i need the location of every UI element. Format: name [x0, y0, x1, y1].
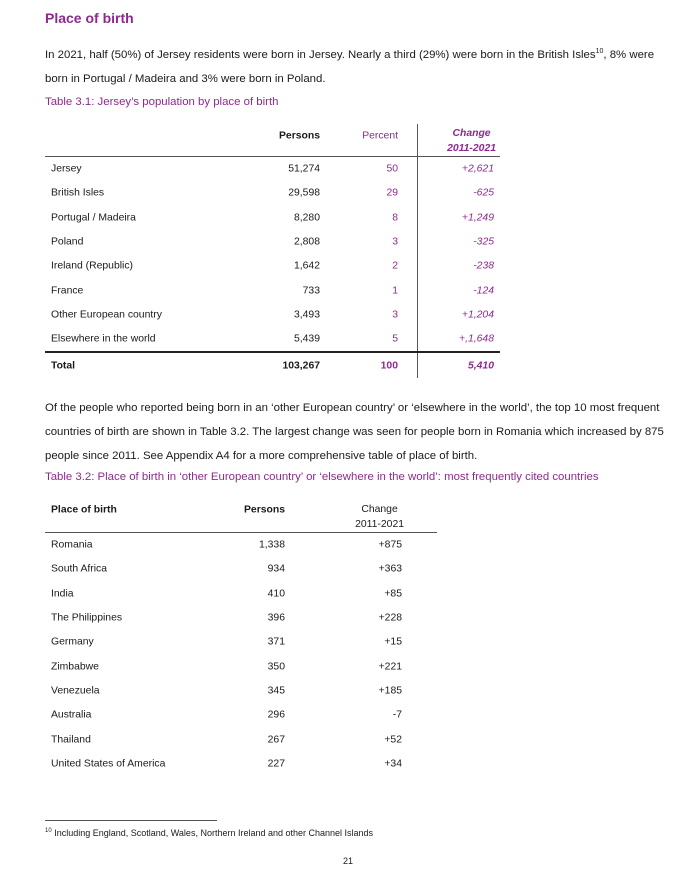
header-change-line2: 2011-2021 — [447, 143, 496, 154]
table-row — [45, 278, 500, 302]
cell-percent: 5 — [392, 333, 398, 345]
footnote — [45, 828, 373, 838]
cell-persons: 29,598 — [288, 187, 320, 199]
cell-change: +34 — [384, 758, 402, 770]
cell-name: Thailand — [51, 734, 91, 746]
cell-change: +228 — [378, 612, 402, 624]
cell-persons: 410 — [267, 588, 285, 600]
table-row — [45, 582, 437, 606]
header-persons: Persons — [243, 504, 285, 516]
footnote-text: Including England, Scotland, Wales, Northern Ireland and other Channel Islands — [51, 828, 374, 838]
cell-persons: 733 — [302, 285, 320, 297]
cell-persons: 934 — [267, 563, 285, 575]
header-change — [447, 126, 496, 156]
table-row — [45, 752, 437, 776]
cell-percent: 8 — [392, 212, 398, 224]
table1-caption: Table 3.1: Jersey’s population by place of birth — [45, 96, 279, 108]
header-change-line1: Change — [361, 504, 398, 515]
cell-change: +,1,648 — [459, 333, 494, 345]
cell-persons: 396 — [267, 612, 285, 624]
cell-percent: 3 — [392, 236, 398, 248]
cell-name: India — [51, 588, 74, 600]
total-percent: 100 — [380, 360, 398, 372]
cell-name: Romania — [51, 539, 93, 551]
cell-persons: 296 — [267, 709, 285, 721]
cell-change: -325 — [473, 236, 494, 248]
cell-name: Poland — [51, 236, 84, 248]
cell-change: +1,249 — [461, 212, 494, 224]
cell-name: South Africa — [51, 563, 108, 575]
table-place-of-birth — [45, 124, 500, 379]
header-percent: Percent — [362, 130, 398, 142]
header-change — [355, 502, 404, 532]
cell-change: +875 — [378, 539, 402, 551]
table-row — [45, 533, 437, 557]
table-row — [45, 230, 500, 254]
section-heading: Place of birth — [45, 10, 134, 26]
cell-change: +85 — [384, 588, 402, 600]
second-paragraph: Of the people who reported being born in an ‘other European country’ or ‘elsewhere in the world’, the top 10 most frequent countries of birth are shown in Table 3.2. The largest change was seen for people born in Romania which increased by 875 people since 2011. See Appendix A4 for a more comprehensive table of place of birth. — [45, 402, 664, 462]
table-row — [45, 679, 437, 703]
cell-change: +1,204 — [461, 309, 494, 321]
table-row — [45, 327, 500, 351]
cell-change: +363 — [378, 563, 402, 575]
cell-persons: 350 — [267, 661, 285, 673]
cell-persons: 51,274 — [288, 163, 320, 175]
cell-name: British Isles — [51, 187, 105, 199]
footnote-divider — [45, 820, 217, 821]
cell-persons: 371 — [267, 636, 285, 648]
cell-persons: 227 — [267, 758, 285, 770]
cell-change: -7 — [392, 709, 402, 721]
table-header-row — [45, 124, 500, 157]
cell-name: United States of America — [51, 758, 166, 770]
cell-persons: 345 — [267, 685, 285, 697]
header-place-of-birth: Place of birth — [51, 504, 117, 516]
cell-persons: 1,642 — [293, 260, 320, 272]
total-change: 5,410 — [467, 360, 494, 372]
cell-name: Zimbabwe — [51, 661, 99, 673]
cell-name: Venezuela — [51, 685, 100, 697]
cell-change: +2,621 — [461, 163, 494, 175]
cell-name: France — [51, 285, 84, 297]
table-row — [45, 254, 500, 278]
table-top-countries — [45, 500, 437, 776]
footnote-marker: 10 — [45, 828, 52, 834]
cell-percent: 29 — [386, 187, 398, 199]
footnote-reference[interactable]: 10 — [595, 48, 604, 55]
cell-change: -238 — [473, 260, 494, 272]
cell-name: Australia — [51, 709, 92, 721]
table2-caption: Table 3.2: Place of birth in ‘other European country’ or ‘elsewhere in the world’: most frequently cited countries — [45, 471, 599, 483]
total-label: Total — [51, 360, 76, 372]
cell-name: The Philippines — [51, 612, 123, 624]
cell-percent: 1 — [392, 285, 398, 297]
intro-text-before: In 2021, half (50%) of Jersey residents were born in Jersey. Nearly a third (29%) were born in the British Isles — [45, 48, 596, 61]
table-row — [45, 630, 437, 654]
cell-persons: 3,493 — [293, 309, 320, 321]
cell-persons: 5,439 — [293, 333, 320, 345]
cell-persons: 8,280 — [293, 212, 320, 224]
cell-change: -625 — [473, 187, 494, 199]
table-row — [45, 606, 437, 630]
header-persons: Persons — [278, 130, 320, 142]
header-change-line2: 2011-2021 — [355, 519, 404, 530]
cell-percent: 3 — [392, 309, 398, 321]
table-row — [45, 181, 500, 205]
table-row — [45, 303, 500, 327]
cell-persons: 2,808 — [293, 236, 320, 248]
cell-name: Germany — [51, 636, 94, 648]
table-row — [45, 157, 500, 181]
table-total-row — [45, 351, 500, 379]
cell-percent: 50 — [386, 163, 398, 175]
table-row — [45, 654, 437, 678]
cell-change: +52 — [384, 734, 402, 746]
cell-change: +185 — [378, 685, 402, 697]
cell-persons: 267 — [267, 734, 285, 746]
cell-change: +221 — [378, 661, 402, 673]
table-header-row — [45, 500, 437, 533]
cell-change: -124 — [473, 285, 494, 297]
cell-name: Jersey — [51, 163, 82, 175]
table-row — [45, 557, 437, 581]
intro-paragraph — [45, 40, 665, 91]
cell-name: Portugal / Madeira — [51, 212, 136, 224]
intro-text-after: , 8% were born in Portugal / Madeira and 3% were born in Poland. — [45, 48, 655, 85]
cell-change: +15 — [384, 636, 402, 648]
table-row — [45, 727, 437, 751]
cell-name: Ireland (Republic) — [51, 260, 134, 272]
header-change-line1: Change — [452, 128, 491, 139]
table-row — [45, 206, 500, 230]
cell-name: Other European country — [51, 309, 162, 321]
page-number: 21 — [343, 856, 354, 866]
cell-percent: 2 — [392, 260, 398, 272]
cell-persons: 1,338 — [258, 539, 285, 551]
cell-name: Elsewhere in the world — [51, 333, 156, 345]
table-row — [45, 703, 437, 727]
total-persons: 103,267 — [282, 360, 320, 372]
